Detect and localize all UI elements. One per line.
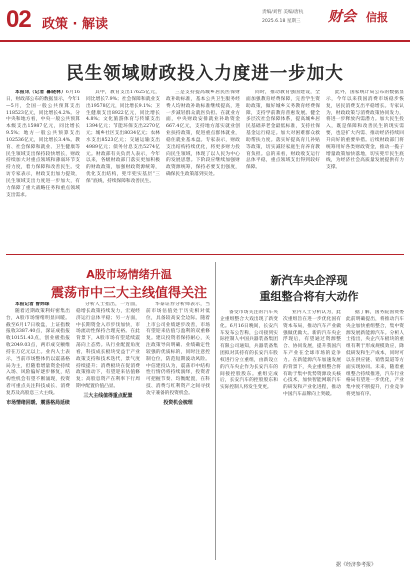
section-number: 02 [6, 6, 31, 33]
article2-column-2 [76, 302, 140, 564]
header-editors: 责编/刘哲 美编/唐杭 [262, 10, 304, 15]
article3-headline-1: 新汽车央企浮现 [270, 274, 348, 287]
article1-column-1 [6, 90, 80, 248]
article1-title: 民生领域财政投入力度进一步加大 [66, 64, 344, 84]
article1-col2-text: 其中，教育支出17625亿元，同比增长7.9%；社会保障和就业支出19578亿元，同比增长9.1%；卫生健康支出8922亿元，同比增长4.8%；文化旅游体育与传媒支出1394亿元；节能环保支出2270亿元；城乡社区支出8034亿元；农林水支出8523亿元；交通运输支出4989亿元；债务付息支出5274亿元。财政部有关负责人表示，今年以来，各级财政部门落实更加积极的财政政策，加强财政资源统筹，优化支出结构，兜牢兜实基层“三保”底线，持续保障和改善民生。 [86, 90, 160, 184]
article1-col1-text: 6月16日，财政部公布的数据显示，今年1—5月，全国一般公共预算支出118523亿元，同比增长4.2%。分中央和地方看，中央一般公共预算本级支出15987亿元，同比增长9.5%；地方一般公共预算支出102536亿元，同比增长3.4%。教育、社会保障和就业、卫生健康等民生领域支出保持较快增长，财政持续加大对重点领域和薄弱环节支持力度，着力保障和改善民生。受访专家表示，财政支出加力提效，民生领域支出力度进一步加大，有力保障了重大战略任务和重点领域支出需求。 [6, 90, 80, 198]
masthead-logo [328, 6, 403, 26]
page-header [0, 0, 410, 42]
article2-column-3 [146, 302, 210, 564]
article3-column-3 [346, 310, 404, 556]
article2-column-1 [6, 302, 70, 564]
article3-headline-2: 重组整合将有大动作 [259, 290, 359, 303]
article3-column-1 [220, 310, 278, 556]
source-note: 据《经济参考报》 [336, 562, 377, 568]
article2-subhead-3: 投资机会梳理 [163, 399, 193, 406]
article1-column-3 [166, 90, 240, 248]
masthead-sub: 信报 [366, 11, 388, 24]
section-name: 政策 · 解读 [42, 17, 108, 32]
article2-col2-text: 分析人士指出，一方面，稳增长政策持续发力，宏观经济运行总体平稳；另一方面，中长期资金入市步伐加快，市场流动性保持合理充裕。在此背景下，A股市场有望延续震荡向上态势。从行业配置角度看，科技成长板块受益于产业政策支持和技术迭代，景气度持续提升；消费板块在促消费政策推动下，有望迎来估值修复；高股息资产在利率下行周期中配置价值凸显。 [76, 302, 140, 390]
header-date: 2025.6.18 星期三 [262, 19, 301, 24]
article1-col4-text: 同时，推动教育强国建设，全面加强教育经费保障，完善学生资助政策，做好城乡义务教育经费保障，支持学前教育普惠发展。健全多层次社会保障体系，提高城乡居民基础养老金最低标准，支持社保基金运行稳定。加大对困难群众救助帮扶力度。落实好提高育儿补贴等政策，切实减轻家庭生育养育教育负担。总的来看，财政收支运行总体平稳，重点领域支出得到较好保障。 [246, 90, 320, 171]
article1-column-2 [86, 90, 160, 248]
article3-col1-text: 备受市场关注的汽车央企重组整合大戏出现了新变化。6月16日晚间，长安汽车发布公告称，公司接到实际控制人中国兵器装备集团有限公司通知，兵器装备集团拟对其持有的长安汽车股权进行分立重组，由新设立的汽车央企作为长安汽车的间接控股股东。重组完成后，长安汽车的控股股东和实际控制人将发生变更。 [220, 310, 278, 391]
column-divider [215, 262, 216, 560]
article2-col3-text: 华泰证券分析师表示，当前市场估值处于历史相对低位，具备较高安全边际。随着上市公司业绩逐步改善，市场有望迎来估值与盈利的双重修复。建议投资者保持耐心，关注政策导向明确、业绩确定性较强的优质标的，同时注意控制仓位，防范短期波动风险。中信建投认为，震荡市中结构性行情仍将持续演绎，投资者可把握节奏、均衡配置，在科技、消费与红利资产之间寻找攻守兼备的投资机会。 [146, 302, 210, 396]
section-divider [6, 254, 404, 255]
article2-byline: 本报记者 曾炜琛 [15, 302, 50, 307]
article1-byline: 本报讯（记者 暮晓林） [15, 90, 66, 95]
article3-col2-text: 业内人士分析认为，此次重组旨在进一步优化国有资本布局，推动汽车产业做强做优做大。新的汽车央企浮现后，有望通过资源整合、协同发展，提升我国汽车产业在全球市场的竞争力。在新能源汽车加速发展的背景下，央企重组整合将有助于集中优势资源攻关核心技术，加快智能网联汽车的研发和产业化进程，推动中国汽车品牌向上突破。 [283, 310, 341, 398]
masthead-main: 财会 [328, 9, 356, 25]
article2-headline-2: 震荡市中三大主线值得关注 [50, 286, 207, 301]
article3-column-2 [283, 310, 341, 556]
article2-headline-1: A股市场情绪升温 [86, 268, 172, 281]
article2-subhead-2: 三大主线值得重点配置 [83, 392, 133, 399]
article1-col3-text: 三是支持提高城乡居民医保财政补助标准，基本公共卫生服务经费人均财政补助标准继续提高，进一步减轻群众就医负担。在就业方面，中央财政安排就业补助资金667.4亿元，支持地方落实就业创业扶持政策，促进重点群体就业，稳住就业基本盘。专家表示，财政支出结构持续优化，将更多财力投向民生领域，体现了以人民为中心的发展思想。下阶段应继续加强财政资源统筹，保持必要支出强度，确保民生政策落到实处。 [166, 90, 240, 178]
article1-col5-text: 此外，国家统计局公布的数据显示，今年以来我国消费市场稳步恢复，居民消费支出平稳增长。专家认为，财政政策与消费政策协同发力，将进一步释放内需潜力。加大民生投入，既是保障和改善民生的现实需要，也是扩大内需、推动经济持续回升向好的重要举措。后续财政部门将统筹用好各类财政资金，推动一揽子增量政策加快落地，切实兜牢民生底线，为经济社会高质量发展提供有力支撑。 [326, 90, 404, 171]
article1-column-4 [246, 90, 320, 248]
article1-column-5 [326, 90, 404, 248]
article3-col3-text: 据了解，国务院国资委此前明确提出，将推动汽车央企加快重组整合，集中资源发展新能源汽车。分析人士指出，央企汽车板块的重组有利于形成规模效应，降低研发和生产成本，同时可以在供应链、销售渠道等方面实现协同。未来，随着重组整合持续推进，汽车行业格局有望进一步优化，产业集中度不断提升，行业竞争将更加有序。 [346, 310, 404, 398]
article2-col1-text: 随着近期政策利好密集出台，A股市场情绪明显回暖。截至6月17日收盘，上证指数报收3387.40点，深证成指报收10151.43点，创业板指报收2049.03点，两市成交额维持在万亿元以上。业内人士表示，当前市场整体仍以震荡格局为主，但随着增量资金持续入场、风险偏好逐步修复，结构性机会有望不断涌现，投资者可重点关注科技成长、消费复苏及高股息三大主线。 [6, 308, 70, 396]
article2-subhead-1: 市场情绪回暖、震荡格局延续 [6, 399, 70, 406]
